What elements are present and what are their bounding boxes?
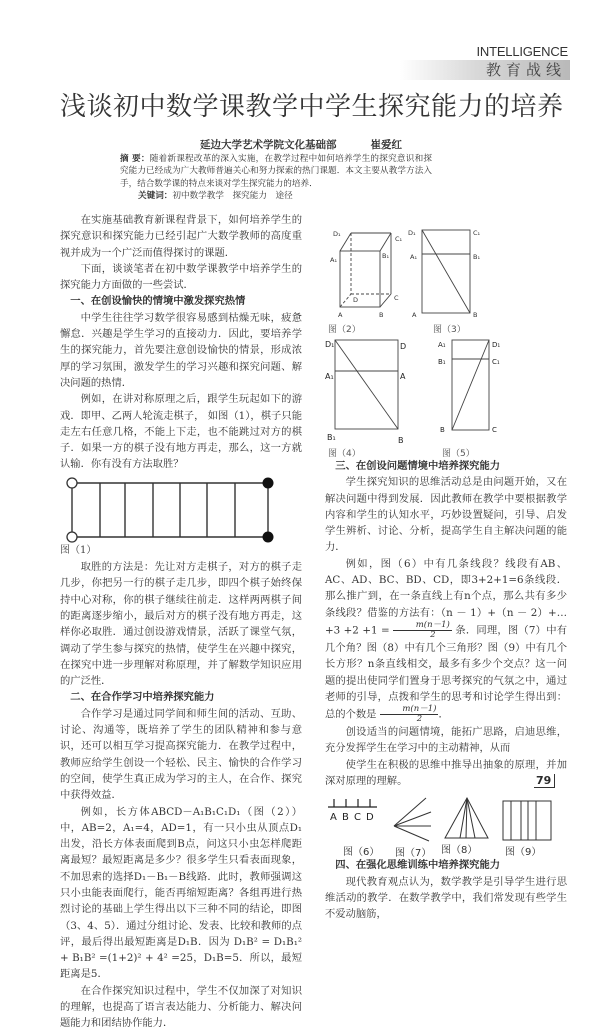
white-piece xyxy=(67,532,77,542)
paragraph: 使学生在积极的思维中推导出抽象的原理，并加深对原理的理解。 xyxy=(325,758,567,788)
paragraph: 取胜的方法是：先让对方走棋子，对方的棋子走几步，你把另一行的棋子走几步，即四个棋子始终保持中心对称，你的棋子继续往前走．这样两两棋子间的距离逐步缩小，最后对方的棋子没有地方再走，这样你必取胜．通过创设游戏情景，活跃了课堂气氛，调动了学生参与探究的热情，使学生在兴趣中探究，在探究中进一步理解对称原理，并了解数学知识应用的广泛性． xyxy=(60,561,302,688)
fig4-label: D xyxy=(400,342,407,351)
figure-7-caption: 图（7） xyxy=(395,848,432,858)
paragraph: 现代教育观点认为，数学教学是引导学生进行思维活动的教学．在数学教学中，我们常发现有些学生不爱动脑筋， xyxy=(325,875,567,921)
left-column xyxy=(60,212,302,1032)
fig2-label: C₁ xyxy=(395,235,403,243)
fig2-label: A xyxy=(338,311,343,319)
fig5-label: C₁ xyxy=(492,358,500,366)
black-piece xyxy=(263,531,274,542)
figure-4-caption: 图（4） xyxy=(328,449,361,458)
fig2-label: B xyxy=(379,311,384,319)
paragraph: 合作学习是通过同学间和师生间的活动、互助、讨论、沟通等，既培养了学生的团队精神和参与意识，还可以相互学习提高探究能力．在教学过程中，教师应给学生创设一个轻松、民主、愉快的合作学习的空间，使学生真正成为学习的主人，在合作、探究中获得效益． xyxy=(60,707,302,802)
right-column xyxy=(325,222,567,923)
fraction xyxy=(380,705,439,724)
section-heading-4: 四、在强化思维训练中培养探究能力 xyxy=(335,859,501,872)
figure-1-chessboard xyxy=(60,477,302,543)
fraction xyxy=(393,621,452,640)
fraction-numerator: m(n－1) xyxy=(380,705,439,715)
keywords xyxy=(138,189,293,201)
fig4-label: A xyxy=(400,372,406,381)
fig4-label: B xyxy=(398,436,404,445)
paragraph: 例如，在讲对称原理之后，跟学生玩起如下的游戏．即甲、乙两人轮流走棋子， 如图（1），棋子只能走左右任意几格，不能上下走，也不能跳过对方的棋子．如果一方的棋子没有地方再走，那么，这一方就认输．你有没有方法取胜？ xyxy=(60,393,302,471)
author-line xyxy=(200,137,402,152)
figure-5-caption: 图（5） xyxy=(442,449,475,458)
figure-3 xyxy=(422,230,470,313)
figure-8-caption: 图（8） xyxy=(441,845,478,857)
white-piece xyxy=(67,478,77,488)
paragraph: 学生探究知识的思维活动总是由问题开始，又在解决问题中得到发展．因此教师在教学中要根据教学内容和学生的认知水平，巧妙设置疑问，引导、启发学生辨析、讨论、分析，提高学生自主解决问题的能力． xyxy=(325,476,567,554)
fig3-label: D₁ xyxy=(408,229,416,237)
section-heading-1: 一、在创设愉快的情境中激发探究热情 xyxy=(70,295,246,308)
abstract-label: 摘 要： xyxy=(120,154,150,164)
figure-1-caption: 图（1） xyxy=(60,544,97,556)
keywords-label: 关键词： xyxy=(138,191,173,201)
author-affiliation: 延边大学艺术学院文化基础部 xyxy=(200,139,337,151)
fig3-label: B₁ xyxy=(473,253,481,261)
fraction-denominator: 2 xyxy=(430,629,436,640)
fig2-label: D₁ xyxy=(333,230,341,238)
section-heading-3: 三、在创设问题情境中培养探究能力 xyxy=(335,460,501,472)
abstract-text: 随着新课程改革的深入实施，在教学过程中如何培养学生的探究意识和探究能力已经成为广大教师普遍关心和努力探索的热门课题．本文主要从教学方法入手，结合数学课的特点来谈对学生探究能力的培养． xyxy=(120,154,432,189)
figure-6 xyxy=(328,799,377,807)
text: ． xyxy=(438,708,449,721)
fig6-label: A xyxy=(330,812,337,824)
fig6-label: C xyxy=(354,812,361,824)
figure-2-caption: 图（2） xyxy=(328,325,361,335)
text: 例如，图（6）中有几条线段？线段有AB、AC、AD、BC、BD、CD，即3+2+1=6条线段．那么推广到，在一条直线上有n个点，那么共有多少条线段？借鉴的方法有：（n － 1）+（n － 2）+…+3 +2 +1 = xyxy=(325,557,567,637)
fig4-label: A₁ xyxy=(325,372,334,381)
figure-8-triangles xyxy=(445,798,488,838)
section-label-cn: 教育战线 xyxy=(485,61,566,79)
keywords-text: 初中数学教学 探究能力 途径 xyxy=(172,191,293,201)
fig5-label: A₁ xyxy=(438,341,446,349)
figure-6-caption: 图（6） xyxy=(343,847,380,858)
author-name: 崔爱红 xyxy=(370,139,402,151)
fig3-label: A xyxy=(412,311,417,319)
abstract xyxy=(120,153,432,190)
fig3-label: A₁ xyxy=(410,253,418,261)
paragraph: 创设适当的问题情境，能拓广思路，启迪思维，充分发挥学生在学习中的主动精神，从而 xyxy=(325,726,567,755)
figure-2-cuboid xyxy=(340,233,391,307)
fig4-label: D₁ xyxy=(325,340,335,349)
section-label-en: INTELLIGENCE xyxy=(476,44,568,59)
fig5-label: C xyxy=(492,426,497,434)
section-heading-2: 二、在合作学习中培养探究能力 xyxy=(70,691,215,704)
figure-7-angles xyxy=(394,798,431,841)
fig6-label: D xyxy=(366,812,374,824)
figure-9-caption: 图（9） xyxy=(505,847,542,858)
fig5-label: B xyxy=(440,426,445,434)
page-number: 79 xyxy=(534,774,555,788)
fig2-label: B₁ xyxy=(382,252,390,260)
fig3-label: C₁ xyxy=(473,229,481,237)
figures-6-9 xyxy=(325,789,567,857)
figure-9-rectangles xyxy=(503,801,551,840)
paragraph: 下面，谈谈笔者在初中数学课教学中培养学生的探究能力方面做的一些尝试． xyxy=(60,262,302,292)
fig4-label: B₁ xyxy=(327,433,336,442)
paragraph: 例如，长方体ABCD－A₁B₁C₁D₁（图（2））中，AB=2，A₁=4，AD=1，有一只小虫从顶点D₁出发，沿长方体表面爬到B点，问这只小虫怎样爬距离最短？最短距离是多少？很多学生只看表面现象，不加思索的选择D₁－B₁－B线路．此时，教师强调这只小虫能表面爬行，能否再缩短距离？各组再进行热烈讨论的基础上学生得出以下三种不同的结论，即图（3、4、5）．通过分组讨论、发表、比较和教师的点评，最后得出最短距离是D₁B．因为 D₁B² = D₁B₁² + B₁B² =(1+2)² + 4² =25，D₁B=5．所以，最短距离是5． xyxy=(60,805,302,981)
fig5-label: B₁ xyxy=(438,358,446,366)
article-title: 浅谈初中数学课教学中学生探究能力的培养 xyxy=(60,92,564,122)
paragraph: 在合作探究知识过程中，学生不仅加深了对知识的理解，也提高了语言表达能力、分析能力、解决问题能力和团结协作能力． xyxy=(60,984,302,1030)
fig3-label: B xyxy=(473,311,478,319)
figure-3-caption: 图（3） xyxy=(433,325,466,335)
fig2-label: D xyxy=(353,296,359,304)
fraction-denominator: 2 xyxy=(416,714,423,725)
text: 条．同理，图（7）中有几个角？图（8）中有几个三角形？图（9）中有几个长方形？n条直线相交，最多有多少个交点？这一问题的提出使同学们置身于思考探究的气氛之中，通过老师的引导，点拨和学生的思考和讨论学生得出到：总的个数是 xyxy=(325,624,567,721)
paragraph: 在实施基础教育新课程背景下，如何培养学生的探究意识和探究能力已经引起广大数学教师的高度重视并成为一个广泛而值得探讨的课题． xyxy=(60,214,302,259)
fig2-label: A₁ xyxy=(330,256,338,264)
fig2-label: C xyxy=(394,294,399,302)
fraction-numerator: m(n－1) xyxy=(393,621,452,631)
fig5-label: D₁ xyxy=(492,341,501,349)
figure-4 xyxy=(335,340,398,429)
figures-2-5 xyxy=(325,222,567,458)
paragraph xyxy=(325,556,567,724)
black-piece xyxy=(263,477,274,488)
figure-5 xyxy=(452,340,489,430)
paragraph: 中学生往往学习数学很容易感到枯燥无味，疲惫懈怠．兴趣是学生学习的直接动力．因此，要培养学生的探究能力，首先要注意创设愉快的情景，形成浓厚的学习氛围，激发学生的学习兴趣和探究问题、解决问题的热情． xyxy=(60,311,302,389)
fig6-label: B xyxy=(342,812,349,824)
